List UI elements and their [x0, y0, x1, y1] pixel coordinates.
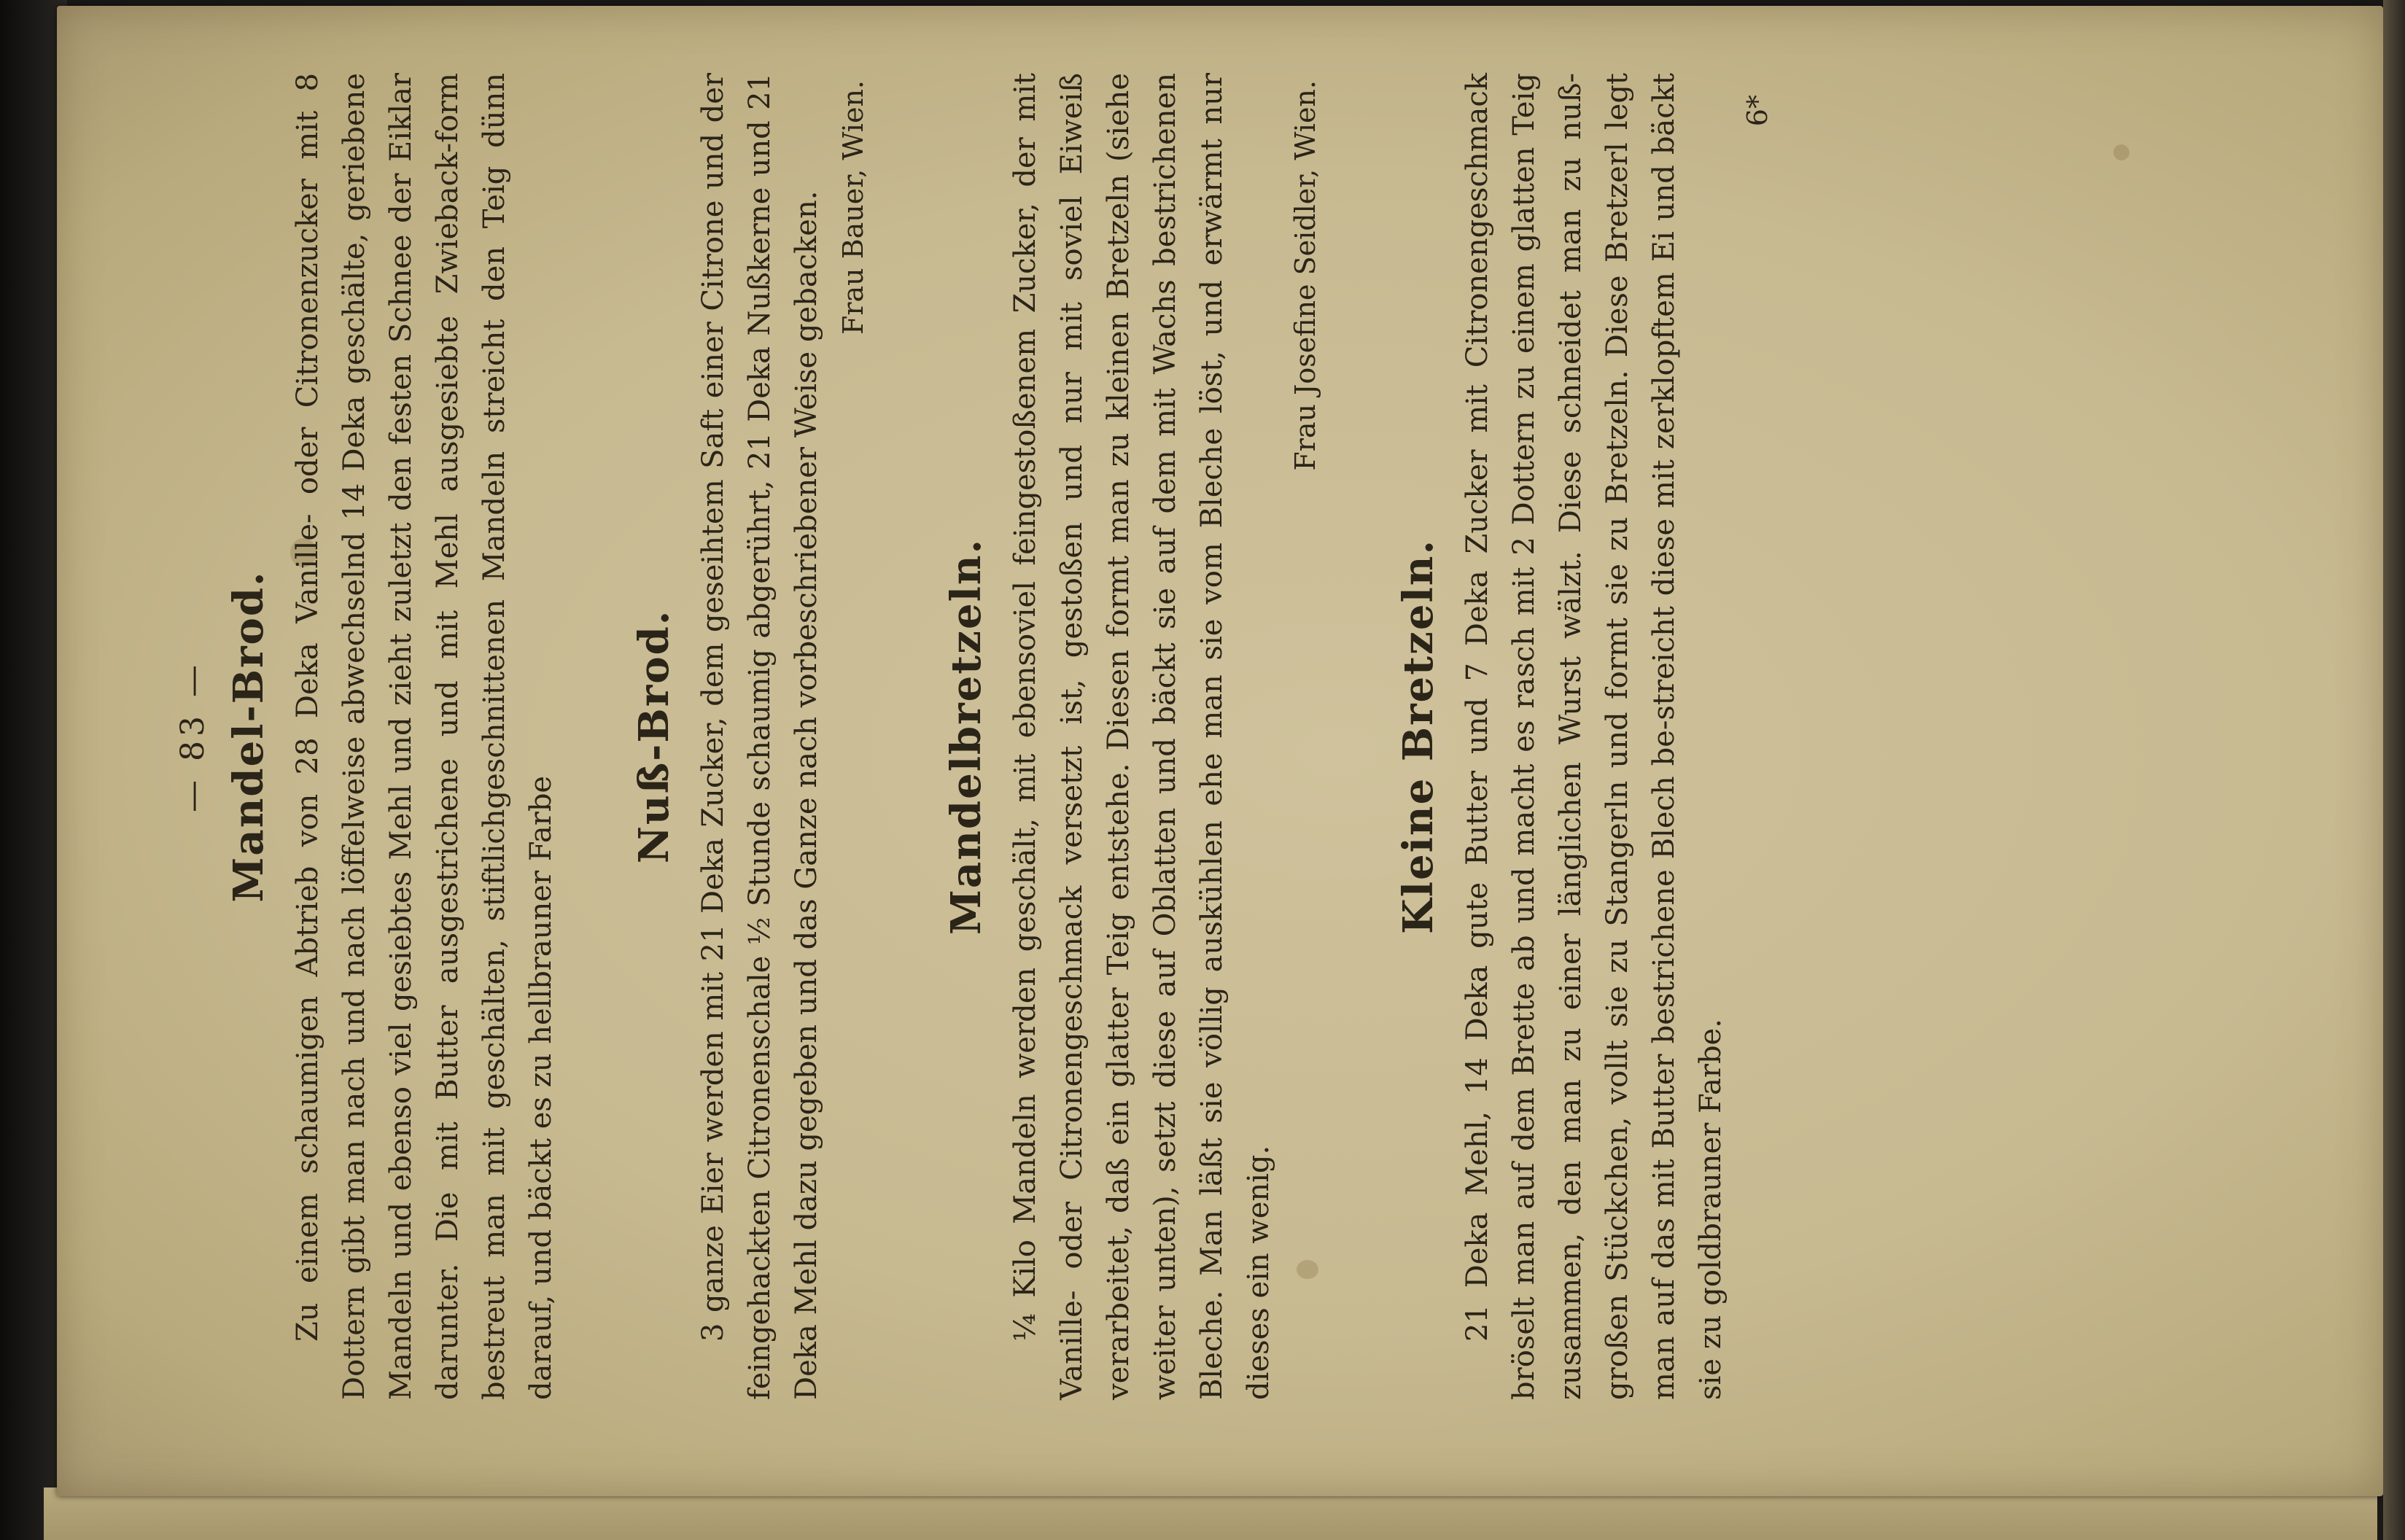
recipe-title: Mandel-Brod.	[225, 570, 273, 903]
recipe-mandel-brod	[225, 73, 564, 1400]
page-right-edge	[2383, 0, 2405, 1540]
recipe-title: Kleine Bretzeln.	[1394, 539, 1442, 934]
recipe-text: Zu einem schaumigen Abtrieb von 28 Deka Vanille- oder Citronenzucker mit 8 Dottern gibt man nach und nach löffelweise abwechselnd 14 Deka geschälte, geriebene Mandeln und ebenso viel gesiebtes Mehl und zieht zuletzt den festen Schnee der Eiklar darunter. Die mit Butter ausgestrichene und mit Mehl ausgesiebte Zwieback-form bestreut man mit geschälten, stiftlichgeschnittenen Mandeln streicht den Teig dünn darauf, und bäckt es zu hellbrauner Farbe	[291, 73, 558, 1400]
page-number: — 83 —	[174, 661, 211, 812]
recipe-signature: Frau Bauer, Wien.	[837, 80, 869, 335]
recipe-mandelbretzeln	[942, 73, 1329, 1400]
recipe-text: 21 Deka Mehl, 14 Deka gute Butter und 7 Deka Zucker mit Citronengeschmack bröselt man auf dem Brette ab und macht es rasch mit 2 Dottern zu einem glatten Teig zusammen, den man zu einer länglichen Wurst wälzt. Diese schneidet man zu nuß-großen Stückchen, vollt sie zu Stangerln und formt sie zu Bretzeln. Diese Bretzerl legt man auf das mit Butter bestrichene Blech be-streicht diese mit zerklopftem Ei und bäckt sie zu goldbrauner Farbe.	[1461, 73, 1728, 1400]
recipe-title: Mandelbretzeln.	[942, 537, 990, 936]
recipe-title: Nuß-Brod.	[630, 609, 678, 864]
recipe-kleine-bretzeln	[1394, 73, 1734, 1400]
recipe-nuss-brod	[630, 73, 877, 1400]
recipe-text: ¼ Kilo Mandeln werden geschält, mit ebensoviel feingestoßenem Zucker, der mit Vanille- oder Citronengeschmack versetzt ist, gestoßen und nur mit soviel Eiweiß verarbeitet, daß ein glatter Teig entstehe. Diesen formt man zu kleinen Bretzeln (siehe weiter unten), setzt diese auf Oblatten und bäckt sie auf dem mit Wachs bestrichenen Bleche. Man läßt sie völlig auskühlen ehe man sie vom Bleche löst, und erwärmt nur dieses ein wenig.	[1009, 73, 1275, 1400]
recipe-signature: Frau Josefine Seidler, Wien.	[1289, 80, 1321, 471]
recipe-text: 3 ganze Eier werden mit 21 Deka Zucker, dem geseihtem Saft einer Citrone und der feingehackten Citronenschale ½ Stunde schaumig abgerührt, 21 Deka Nußkerne und 21 Deka Mehl dazu gegeben und das Ganze nach vorbeschriebener Weise gebacken.	[696, 73, 823, 1400]
sheet-signature-mark: 6*	[1741, 95, 1773, 127]
rotated-page-content	[168, 73, 2137, 1400]
